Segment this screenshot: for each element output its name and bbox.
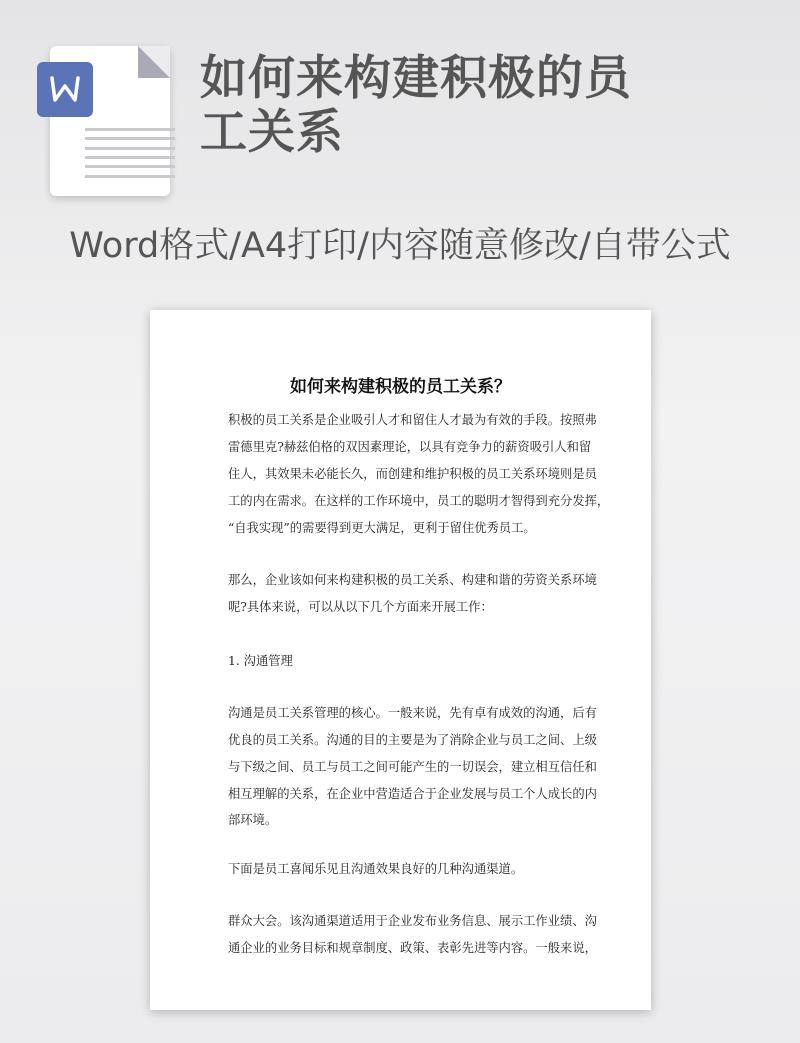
body-line: 住人，其效果未必能长久，而创建和维护积极的员工关系环境则是员 <box>228 467 597 481</box>
body-line: “自我实现”的需要得到更大满足，更利于留住优秀员工。 <box>228 521 536 535</box>
text-line <box>85 147 175 150</box>
title-line-2: 工关系 <box>200 105 344 160</box>
body-line: 下面是员工喜闻乐见且沟通效果良好的几种沟通渠道。 <box>228 862 524 876</box>
text-line <box>85 128 175 131</box>
body-line: 工的内在需求。在这样的工作环境中，员工的聪明才智得到充分发挥， <box>228 494 610 508</box>
section-heading: 1. 沟通管理 <box>228 654 293 668</box>
body-line: 相互理解的关系，在企业中营造适合于企业发展与员工个人成长的内 <box>228 787 597 801</box>
subtitle: Word格式/A4打印/内容随意修改/自带公式 <box>69 226 731 266</box>
page-fold <box>138 46 170 78</box>
body-line: 呢?具体来说，可以从以下几个方面来开展工作： <box>228 600 493 614</box>
text-line <box>85 175 175 178</box>
body-line: 积极的员工关系是企业吸引人才和留住人才最为有效的手段。按照弗 <box>228 413 597 427</box>
body-line: 沟通是员工关系管理的核心。一般来说，先有卓有成效的沟通，后有 <box>228 706 597 720</box>
text-line <box>85 137 175 140</box>
body-line: 部环境。 <box>228 813 278 827</box>
body-line: 与下级之间、员工与员工之间可能产生的一切误会，建立相互信任和 <box>228 760 597 774</box>
body-line: 群众大会。该沟通渠道适用于企业发布业务信息、展示工作业绩、沟 <box>228 914 597 928</box>
body-line: 那么，企业该如何来构建积极的员工关系、构建和谐的劳资关系环境 <box>228 573 597 587</box>
body-line: 通企业的业务目标和规章制度、政策、表彰先进等内容。一般来说， <box>228 941 597 955</box>
document-title: 如何来构建积极的员工关系？ <box>290 377 511 397</box>
word-logo-icon <box>37 62 93 117</box>
body-line: 雷德里克?赫兹伯格的双因素理论，以具有竞争力的薪资吸引人和留 <box>228 440 592 454</box>
body-line: 优良的员工关系。沟通的目的主要是为了消除企业与员工之间、上级 <box>228 733 597 747</box>
document-preview <box>150 310 651 1010</box>
text-line <box>85 165 175 168</box>
title-line-1: 如何来构建积极的员 <box>200 51 632 106</box>
text-line <box>85 156 175 159</box>
page-title <box>200 52 720 160</box>
